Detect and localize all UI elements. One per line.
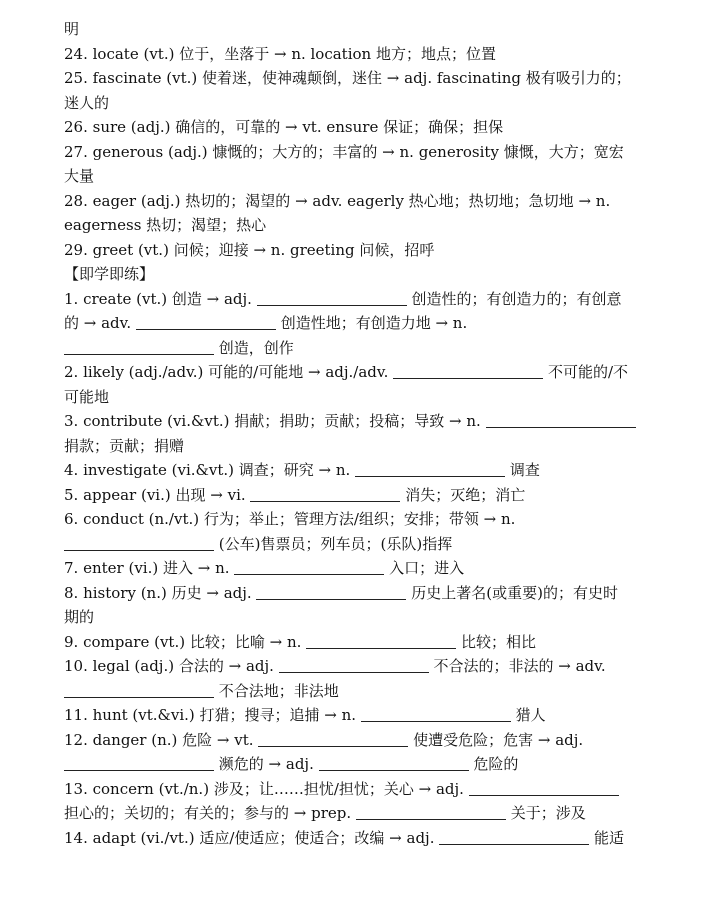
exercise-12: 12. danger (n.) 危险 → vt. 使遭受危险；危害 → adj. [64, 730, 584, 749]
exercise-1: 1. create (vt.) 创造 → adj. 创造性的；有创造力的；有创意 [64, 289, 622, 308]
vocab-item-29: 29. greet (vt.) 问候；迎接 → n. greeting 问候，招呼 [64, 240, 435, 259]
exercise-5: 5. appear (vi.) 出现 → vi. 消失；灭绝；消亡 [64, 485, 526, 504]
text-line: 捐款；贡献；捐赠 [64, 436, 185, 455]
exercise-10: 10. legal (adj.) 合法的 → adj. 不合法的；非法的 → adv. [64, 657, 606, 675]
exercise-3: 3. contribute (vi.&vt.) 捐献；捐助；贡献；投稿；导致 → n. [64, 409, 651, 434]
answer-blank[interactable] [361, 706, 511, 722]
vocab-item-27: 27. generous (adj.) 慷慨的；大方的；丰富的 → n. generosity 慷慨，大方；宽宏 [64, 142, 624, 161]
text-line: 期的 [64, 608, 95, 626]
answer-blank[interactable] [257, 290, 407, 306]
text-line: 创造，创作 [64, 336, 651, 361]
answer-blank[interactable] [356, 804, 506, 820]
exercise-2: 2. likely (adj./adv.) 可能的/可能地 → adj./adv. 不可能的/不 [64, 363, 628, 381]
answer-blank[interactable] [64, 682, 214, 698]
exercise-9: 9. compare (vt.) 比较；比喻 → n. 比较；相比 [64, 632, 536, 651]
exercise-8: 8. history (n.) 历史 → adj. 历史上著名(或重要)的；有史时 [64, 583, 618, 602]
answer-blank[interactable] [306, 633, 456, 649]
answer-blank[interactable] [279, 657, 429, 673]
text-line: eagerness 热切；渴望；热心 [64, 216, 267, 234]
answer-blank[interactable] [64, 755, 214, 771]
text-line: 的 → adv. 创造性地；有创造力地 → n. [64, 314, 468, 332]
text-line: 濒危的 → adj. 危险的 [64, 752, 651, 777]
text-line: 可能地 [64, 387, 110, 406]
answer-blank[interactable] [355, 461, 505, 477]
exercise-4: 4. investigate (vi.&vt.) 调查；研究 → n. 调查 [64, 461, 540, 479]
exercise-7: 7. enter (vi.) 进入 → n. 入口；进入 [64, 559, 465, 577]
answer-blank[interactable] [486, 412, 636, 428]
vocab-item-24: 24. locate (vt.) 位于，坐落于 → n. location 地方；地点；位置 [64, 44, 496, 63]
exercise-14: 14. adapt (vi./vt.) 适应/使适应；使适合；改编 → adj. 能适 [64, 828, 625, 847]
exercise-6: 6. conduct (n./vt.) 行为；举止；管理方法/组织；安排；带领 → n. [64, 510, 516, 528]
text-line: (公车)售票员；列车员；(乐队)指挥 [64, 532, 651, 557]
answer-blank[interactable] [439, 829, 589, 845]
answer-blank[interactable] [319, 755, 469, 771]
text-line: 大量 [64, 167, 95, 185]
section-heading: 【即学即练】 [64, 265, 155, 283]
text-line: 不合法地；非法地 [64, 679, 651, 704]
answer-blank[interactable] [250, 486, 400, 502]
text-line: 迷人的 [64, 93, 110, 112]
exercise-11: 11. hunt (vt.&vi.) 打猎；搜寻；追捕 → n. 猎人 [64, 706, 546, 724]
answer-blank[interactable] [256, 584, 406, 600]
answer-blank[interactable] [64, 535, 214, 551]
answer-blank[interactable] [393, 363, 543, 379]
vocab-item-26: 26. sure (adj.) 确信的，可靠的 → vt. ensure 保证；确保；担保 [64, 118, 504, 136]
vocab-item-28: 28. eager (adj.) 热切的；渴望的 → adv. eagerly 热心地；热切地；急切地 → n. [64, 191, 611, 210]
text-line: 明 [64, 20, 80, 38]
text-line: 担心的；关切的；有关的；参与的 → prep. 关于；涉及 [64, 804, 586, 822]
answer-blank[interactable] [258, 731, 408, 747]
answer-blank[interactable] [64, 339, 214, 355]
answer-blank[interactable] [469, 780, 619, 796]
exercise-13: 13. concern (vt./n.) 涉及；让……担忧/担忧；关心 → adj. [64, 777, 651, 802]
answer-blank[interactable] [136, 314, 276, 330]
answer-blank[interactable] [234, 559, 384, 575]
vocab-item-25: 25. fascinate (vt.) 使着迷，使神魂颠倒，迷住 → adj. fascinating 极有吸引力的； [64, 69, 631, 87]
